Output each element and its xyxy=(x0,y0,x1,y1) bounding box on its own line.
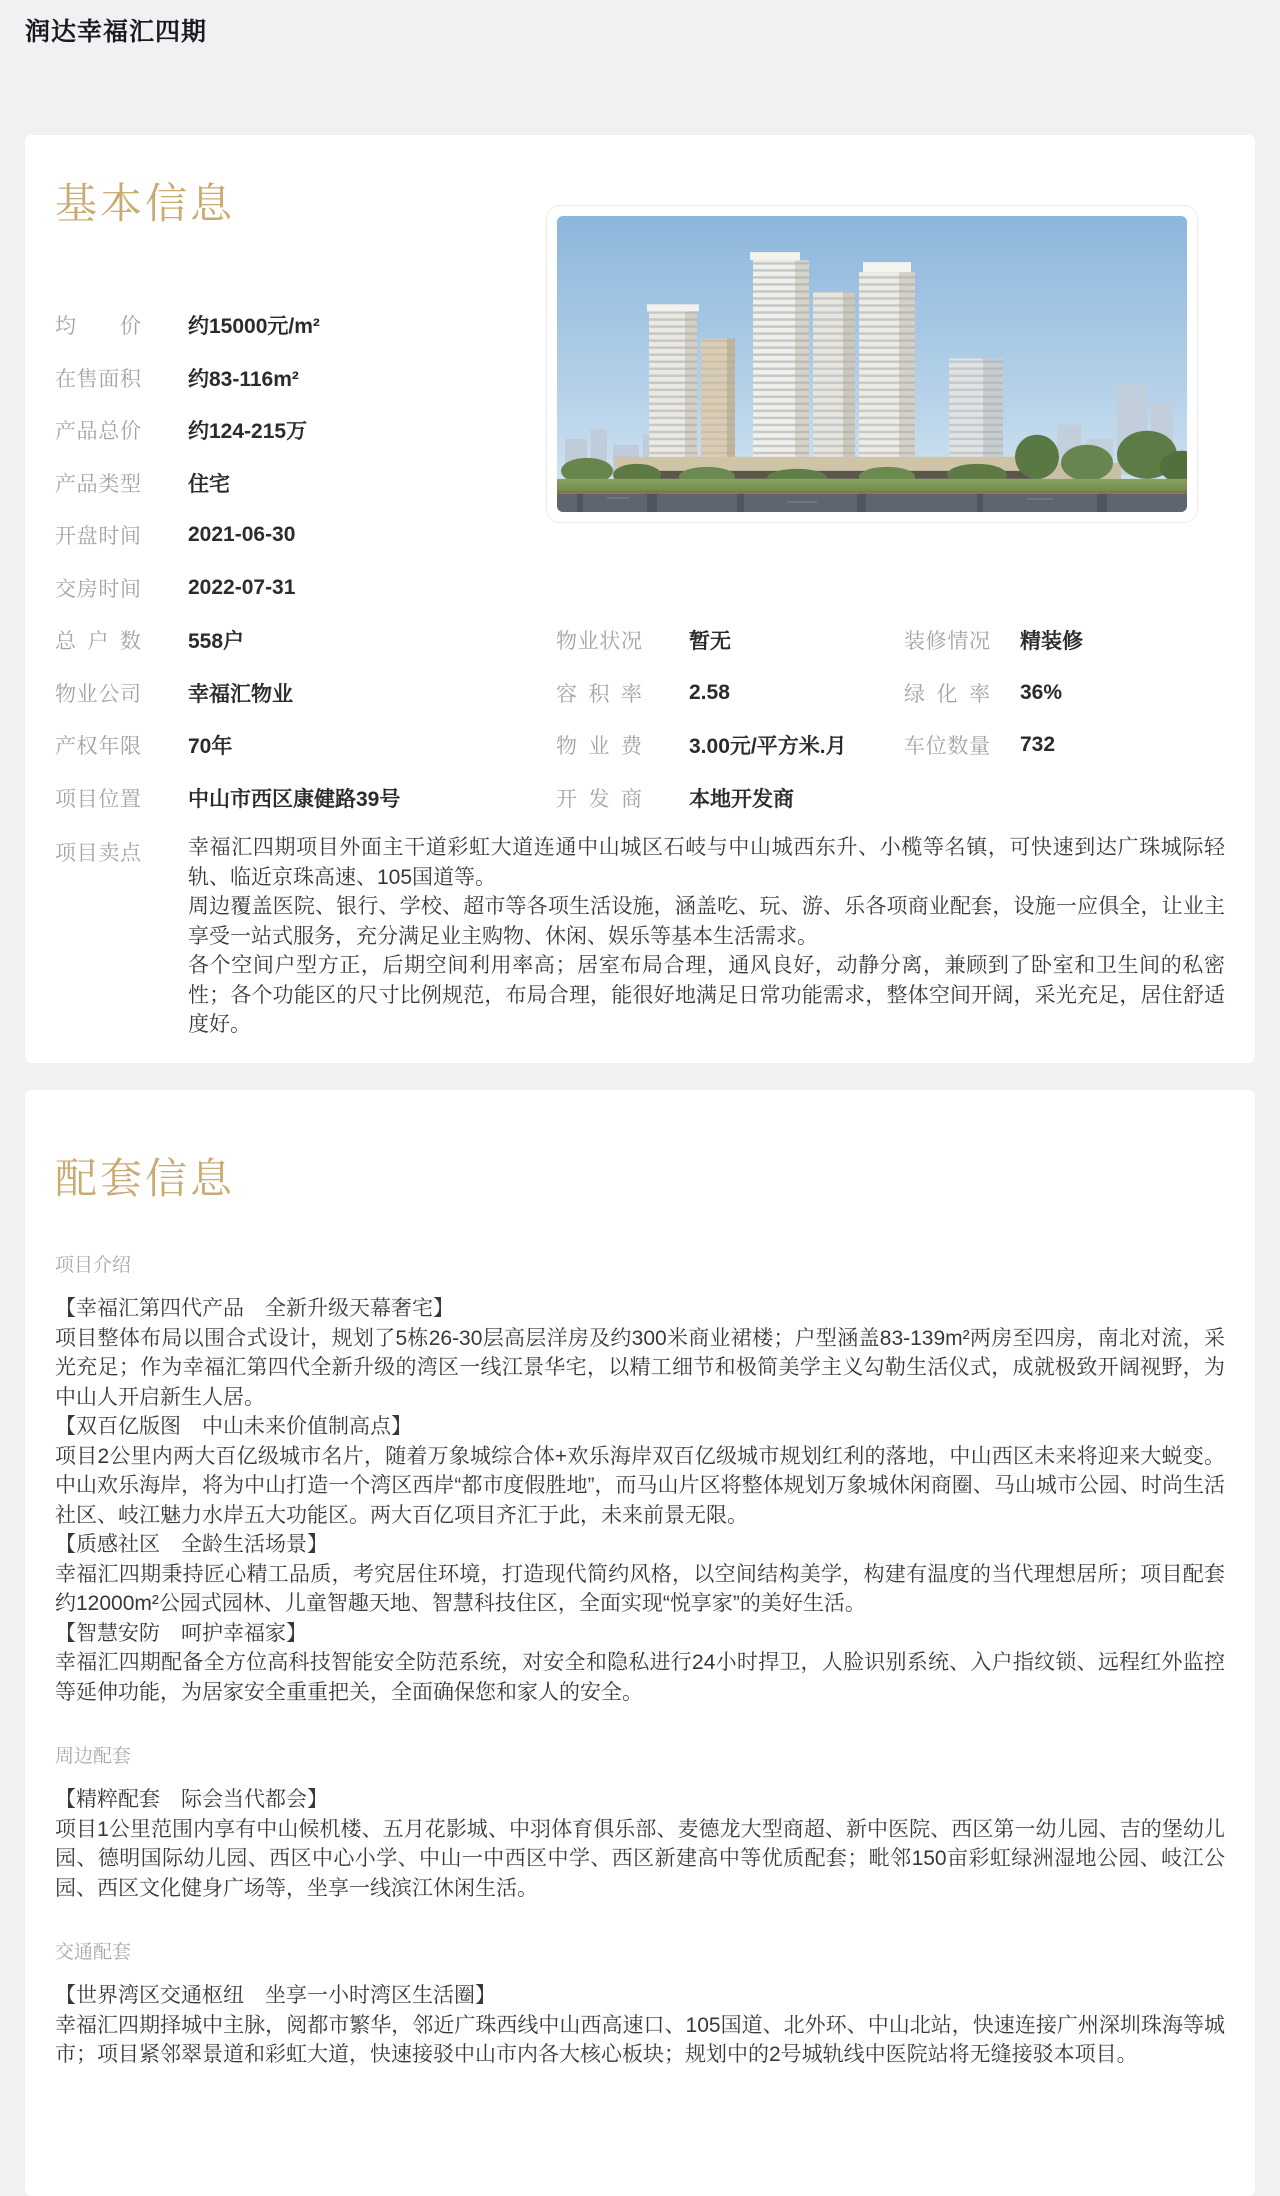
amenities-paragraph: 【世界湾区交通枢纽 坐享一小时湾区生活圈】 xyxy=(55,1984,496,2008)
page-title: 润达幸福汇四期 xyxy=(25,18,208,46)
subsection-body xyxy=(55,1785,1225,1903)
info-row xyxy=(55,667,545,720)
field-label: 容积率 xyxy=(556,682,642,706)
field-label: 车位数量 xyxy=(904,735,990,759)
subsection-label: 项目介绍 xyxy=(55,1255,132,1277)
basic-info-section-title: 基本信息 xyxy=(55,180,236,227)
amenities-paragraph: 幸福汇四期配备全方位高科技智能安全防范系统，对安全和隐私进行24小时捍卫，人脸识别系统、入户指纹锁、远程红外监控等延伸功能，为居家安全重重把关，全面确保您和家人的安全。 xyxy=(55,1651,1225,1704)
field-label: 物业费 xyxy=(556,735,642,759)
info-row xyxy=(55,509,545,562)
field-value: 约15000元/m² xyxy=(188,315,320,339)
basic-info-rows-right xyxy=(904,614,1234,772)
building-rendering-image xyxy=(557,216,1187,512)
info-row xyxy=(556,667,901,720)
selling-points-paragraph: 周边覆盖医院、银行、学校、超市等各项生活设施，涵盖吃、玩、游、乐各项商业配套，设施一应俱全，让业主享受一站式服务，充分满足业主购物、休闲、娱乐等基本生活需求。 xyxy=(188,895,1225,948)
info-row xyxy=(55,299,545,352)
info-row xyxy=(904,667,1234,720)
selling-points-paragraph: 幸福汇四期项目外面主干道彩虹大道连通中山城区石岐与中山城西东升、小榄等名镇，可快速到达广珠城际轻轨、临近京珠高速、105国道等。 xyxy=(188,836,1225,889)
amenities-content xyxy=(25,1090,1255,2144)
field-value: 约124-215万 xyxy=(188,420,308,444)
basic-info-rows-middle xyxy=(556,614,901,824)
info-row xyxy=(55,404,545,457)
field-label: 均价 xyxy=(55,315,141,339)
info-row xyxy=(556,772,901,825)
field-value: 3.00元/平方米.月 xyxy=(689,735,847,759)
field-label: 产品类型 xyxy=(55,472,141,496)
info-row xyxy=(55,562,545,615)
info-row xyxy=(55,352,545,405)
amenities-card xyxy=(25,1090,1255,2196)
amenities-paragraph: 幸福汇四期秉持匠心精工品质，考究居住环境，打造现代简约风格，以空间结构美学，构建有温度的当代理想居所；项目配套约12000m²公园式园林、儿童智趣天地、智慧科技住区，全面实现“悦享家”的美好生活。 xyxy=(55,1562,1225,1616)
building-photo-frame xyxy=(546,205,1198,523)
amenities-section-title: 配套信息 xyxy=(55,1155,236,1202)
field-label: 绿化率 xyxy=(904,682,990,706)
field-value: 2022-07-31 xyxy=(188,575,296,599)
subsection-transport xyxy=(55,1937,1225,2070)
info-row xyxy=(904,614,1234,667)
field-value: 暂无 xyxy=(689,630,731,654)
subsection-body xyxy=(55,1294,1225,1707)
info-row xyxy=(904,719,1234,772)
amenities-paragraph: 【幸福汇第四代产品 全新升级天幕奢宅】 xyxy=(55,1297,454,1321)
field-value: 住宅 xyxy=(188,472,230,496)
subsection-label: 周边配套 xyxy=(55,1746,132,1768)
field-value: 精装修 xyxy=(1020,630,1083,654)
field-value: 本地开发商 xyxy=(689,787,794,811)
amenities-paragraph: 【质感社区 全龄生活场景】 xyxy=(55,1533,328,1557)
amenities-paragraph: 【双百亿版图 中山未来价值制高点】 xyxy=(55,1415,412,1439)
subsection-label: 交通配套 xyxy=(55,1942,132,1964)
field-label: 交房时间 xyxy=(55,577,141,601)
field-label: 开发商 xyxy=(556,787,642,811)
amenities-paragraph: 项目1公里范围内享有中山候机楼、五月花影城、中羽体育俱乐部、麦德龙大型商超、新中医院、西区第一幼儿园、吉的堡幼儿园、德明国际幼儿园、西区中心小学、中山一中西区中学、西区新建高中等优质配套；毗邻150亩彩虹绿洲湿地公园、岐江公园、西区文化健身广场等，坐享一线滨江休闲生活。 xyxy=(55,1817,1225,1900)
field-value: 幸福汇物业 xyxy=(188,682,293,706)
subsection-body xyxy=(55,1981,1225,2070)
amenities-paragraph: 项目2公里内两大百亿级城市名片，随着万象城综合体+欢乐海岸双百亿级城市规划红利的落地，中山西区未来将迎来大蜕变。中山欢乐海岸，将为中山打造一个湾区西岸“都市度假胜地”，而马山片区将整体规划万象城休闲商圈、马山城市公园、时尚生活社区、岐江魅力水岸五大功能区。两大百亿项目齐汇于此，未来前景无限。 xyxy=(55,1444,1225,1527)
selling-points-label: 项目卖点 xyxy=(55,842,141,865)
info-row xyxy=(55,719,545,772)
info-row xyxy=(556,719,901,772)
selling-points xyxy=(55,833,1225,1040)
field-value: 70年 xyxy=(188,735,233,759)
info-row xyxy=(55,457,545,510)
amenities-paragraph: 项目整体布局以围合式设计，规划了5栋26-30层高层洋房及约300米商业裙楼；户型涵盖83-139m²两房至四房，南北对流，采光充足；作为幸福汇第四代全新升级的湾区一线江景华宅，以精工细节和极简美学主义勾勒生活仪式，成就极致开阔视野，为中山人开启新生人居。 xyxy=(55,1326,1225,1409)
field-label: 物业公司 xyxy=(55,682,141,706)
field-label: 在售面积 xyxy=(55,367,141,391)
field-value: 2.58 xyxy=(689,680,730,704)
info-row xyxy=(55,614,545,667)
field-value: 2021-06-30 xyxy=(188,523,296,547)
subsection-surroundings xyxy=(55,1741,1225,1903)
field-label: 总户数 xyxy=(55,630,141,654)
field-value: 中山市西区康健路39号 xyxy=(188,787,401,811)
field-label: 物业状况 xyxy=(556,630,642,654)
subsection-project-intro xyxy=(55,1250,1225,1707)
amenities-paragraph: 幸福汇四期择城中主脉，阅都市繁华，邻近广珠西线中山西高速口、105国道、北外环、中山北站，快速连接广州深圳珠海等城市；项目紧邻翠景道和彩虹大道，快速接驳中山市内各大核心板块；规划中的2号城轨线中医院站将无缝接驳本项目。 xyxy=(55,2013,1225,2067)
amenities-paragraph: 【智慧安防 呵护幸福家】 xyxy=(55,1621,307,1645)
field-label: 装修情况 xyxy=(904,630,990,654)
info-row xyxy=(556,614,901,667)
field-label: 产品总价 xyxy=(55,420,141,444)
field-value: 约83-116m² xyxy=(188,367,299,391)
field-value: 732 xyxy=(1020,733,1056,757)
basic-info-rows-left xyxy=(55,299,545,824)
basic-info-card xyxy=(25,135,1255,1063)
field-label: 开盘时间 xyxy=(55,525,141,549)
info-row xyxy=(55,772,545,825)
field-value: 36% xyxy=(1020,680,1063,704)
field-value: 558户 xyxy=(188,630,245,654)
field-label: 项目位置 xyxy=(55,787,141,811)
amenities-paragraph: 【精粹配套 际会当代都会】 xyxy=(55,1788,328,1812)
selling-points-paragraph: 各个空间户型方正，后期空间利用率高；居室布局合理，通风良好，动静分离，兼顾到了卧室和卫生间的私密性；各个功能区的尺寸比例规范，布局合理，能很好地满足日常功能需求，整体空间开阔，采光充足，居住舒适度好。 xyxy=(188,954,1225,1036)
selling-points-text xyxy=(188,833,1225,1040)
field-label: 产权年限 xyxy=(55,735,141,759)
